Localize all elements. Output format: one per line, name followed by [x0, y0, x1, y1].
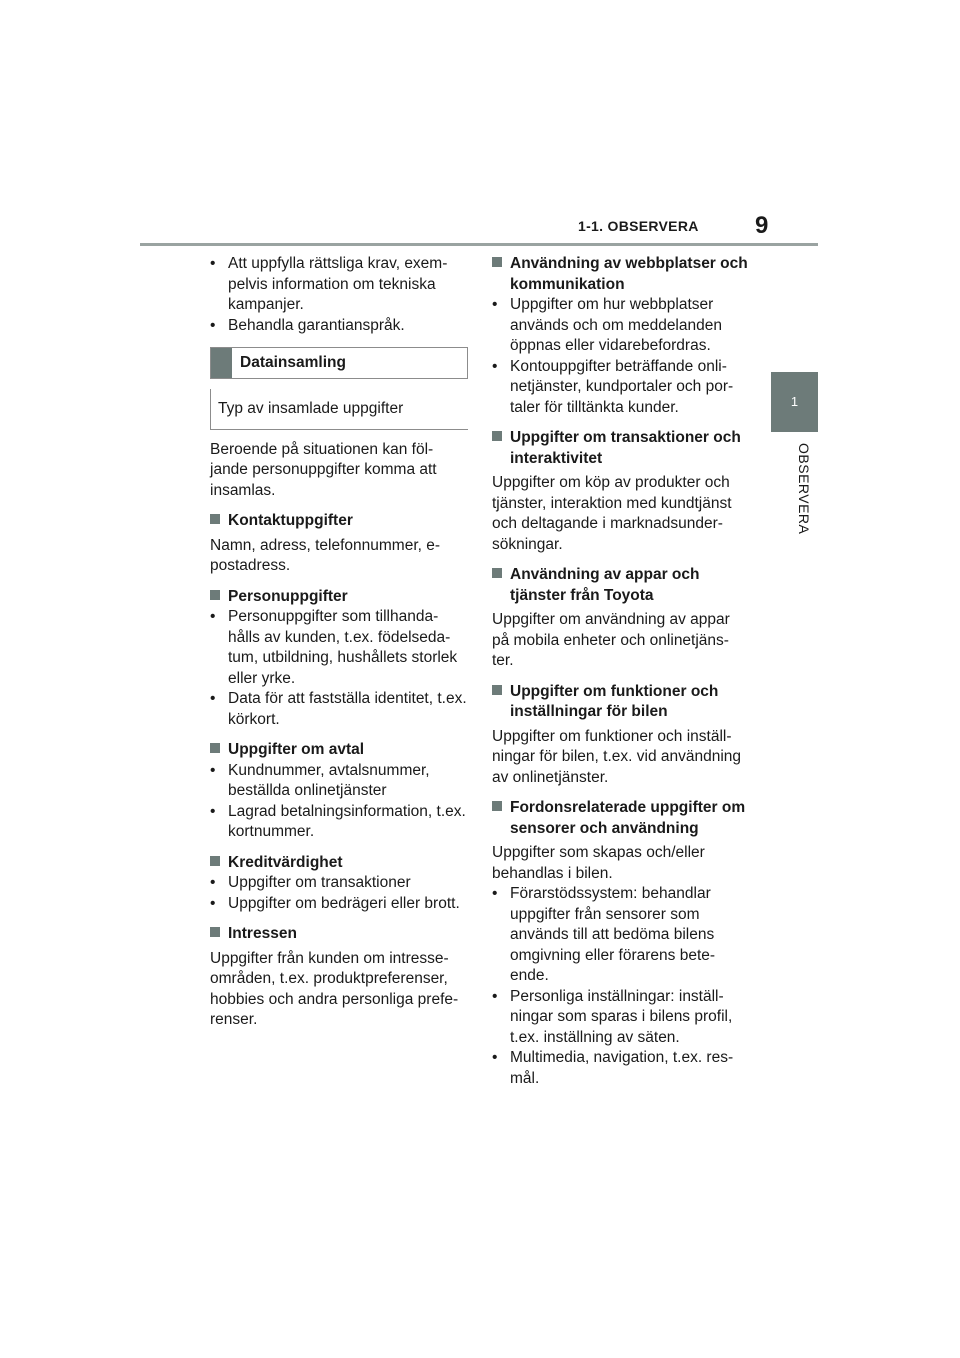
paragraph: Uppgifter om funktioner och inställ-ningar för bilen, t.ex. vid användning av onlinetjänster.: [492, 727, 742, 786]
list-item: • Personliga inställningar: inställ-ningar som sparas i bilens profil, t.ex. inställning av säten.: [492, 987, 748, 1049]
list-item: • Att uppfylla rättsliga krav, exem-pelvis information om tekniska kampanjer.: [210, 254, 468, 316]
box-tab: [211, 348, 232, 378]
heading-fordon: Fordonsrelaterade uppgifter om sensorer och användning: [492, 798, 748, 839]
paragraph: Uppgifter från kunden om intresse-områden, t.ex. produktpreferenser, hobbies och andra personliga prefe-renser.: [210, 949, 459, 1028]
heading-appar: Användning av appar och tjänster från Toyota: [492, 565, 748, 606]
paragraph: Uppgifter om köp av produkter och tjänster, interaktion med kundtjänst och deltagande i marknadsunder-sökningar.: [492, 474, 732, 553]
chapter-tab: 1: [771, 372, 818, 432]
heading-avtal: Uppgifter om avtal: [210, 740, 468, 761]
heading-kontakt: Kontaktuppgifter: [210, 511, 468, 532]
list-item: • Uppgifter om transaktioner: [210, 873, 468, 894]
heading-intressen: Intressen: [210, 924, 468, 945]
list-item: • Uppgifter om bedrägeri eller brott.: [210, 894, 468, 915]
list-item: • Kontouppgifter beträffande onli-netjänster, kundportaler och por-taler för tilltänkta kunder.: [492, 357, 748, 419]
chapter-label: OBSERVERA: [796, 443, 812, 535]
paragraph: Namn, adress, telefonnummer, e-postadress.: [210, 536, 441, 574]
list-item: • Multimedia, navigation, t.ex. res-mål.: [492, 1048, 748, 1089]
heading-kredit: Kreditvärdighet: [210, 853, 468, 874]
intro-text: Beroende på situationen kan föl-jande personuppgifter komma att insamlas.: [210, 440, 437, 499]
box-subtitle: Typ av insamlade uppgifter: [210, 389, 468, 430]
heading-funktioner: Uppgifter om funktioner och inställningar för bilen: [492, 682, 748, 723]
list-item: • Data för att fastställa identitet, t.ex. körkort.: [210, 689, 468, 730]
heading-webb: Användning av webbplatser och kommunikation: [492, 254, 748, 295]
list-item: • Förarstödssystem: behandlar uppgifter från sensorer som används till att bedöma bilens omgivning eller förarens bete-ende.: [492, 884, 748, 987]
list-item: • Uppgifter om hur webbplatser används och om meddelanden öppnas eller vidarebefordras.: [492, 295, 748, 357]
header-rule: [140, 243, 818, 246]
list-item: • Behandla garantianspråk.: [210, 316, 468, 337]
list-item: • Lagrad betalningsinformation, t.ex. kortnummer.: [210, 802, 468, 843]
box-title-text: Datainsamling: [240, 353, 346, 371]
right-column: [492, 254, 748, 1089]
heading-person: Personuppgifter: [210, 587, 468, 608]
heading-transaktioner: Uppgifter om transaktioner och interaktivitet: [492, 428, 748, 469]
section-title: 1-1. OBSERVERA: [578, 218, 699, 234]
paragraph: Uppgifter om användning av appar på mobila enheter och onlinetjäns-ter.: [492, 611, 730, 669]
paragraph: Uppgifter som skapas och/eller behandlas i bilen.: [492, 844, 705, 882]
section-box-title: [210, 347, 468, 379]
list-item: • Personuppgifter som tillhanda-hålls av kunden, t.ex. födelseda-tum, utbildning, hushållets storlek eller yrke.: [210, 607, 468, 689]
page-number: 9: [755, 212, 769, 239]
left-column: [210, 254, 468, 1031]
list-item: • Kundnummer, avtalsnummer, beställda onlinetjänster: [210, 761, 468, 802]
